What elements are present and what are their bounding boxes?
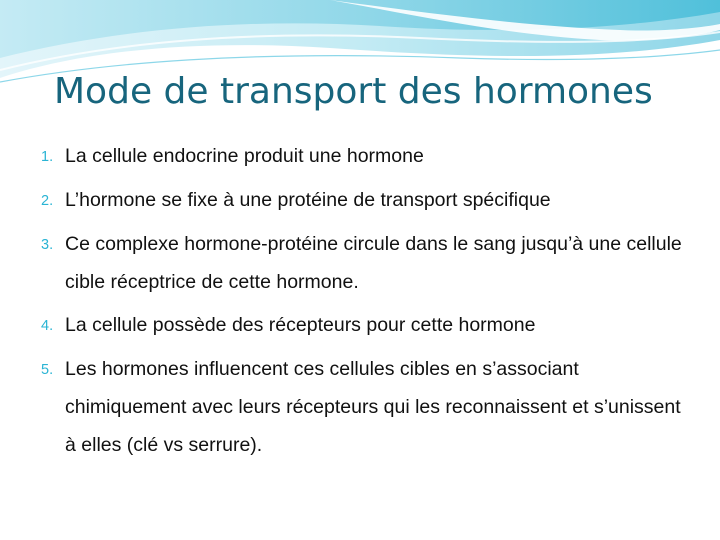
list-item-number: 1. <box>41 149 54 165</box>
list-item-text: Les hormones influencent ces cellules cibles en s’associant chimiquement avec leurs récepteurs qui les reconnaissent et s’unissent à elles (clé vs serrure). <box>65 358 681 456</box>
list-item <box>36 306 692 345</box>
list-item-text: La cellule endocrine produit une hormone <box>65 145 424 167</box>
list-item <box>36 225 692 301</box>
list-item-number: 3. <box>41 237 54 253</box>
list-item-number: 5. <box>41 362 54 378</box>
list-item <box>36 137 692 176</box>
numbered-list <box>36 137 692 469</box>
list-item-text: Ce complexe hormone-protéine circule dans le sang jusqu’à une cellule cible réceptrice de cette hormone. <box>65 233 682 293</box>
list-item <box>36 350 692 464</box>
list-item-number: 4. <box>41 318 54 334</box>
slide-title: Mode de transport des hormones <box>54 71 653 112</box>
list-item <box>36 181 692 220</box>
list-item-text: L’hormone se fixe à une protéine de transport spécifique <box>65 189 551 211</box>
list-item-number: 2. <box>41 193 54 209</box>
list-item-text: La cellule possède des récepteurs pour cette hormone <box>65 314 536 336</box>
